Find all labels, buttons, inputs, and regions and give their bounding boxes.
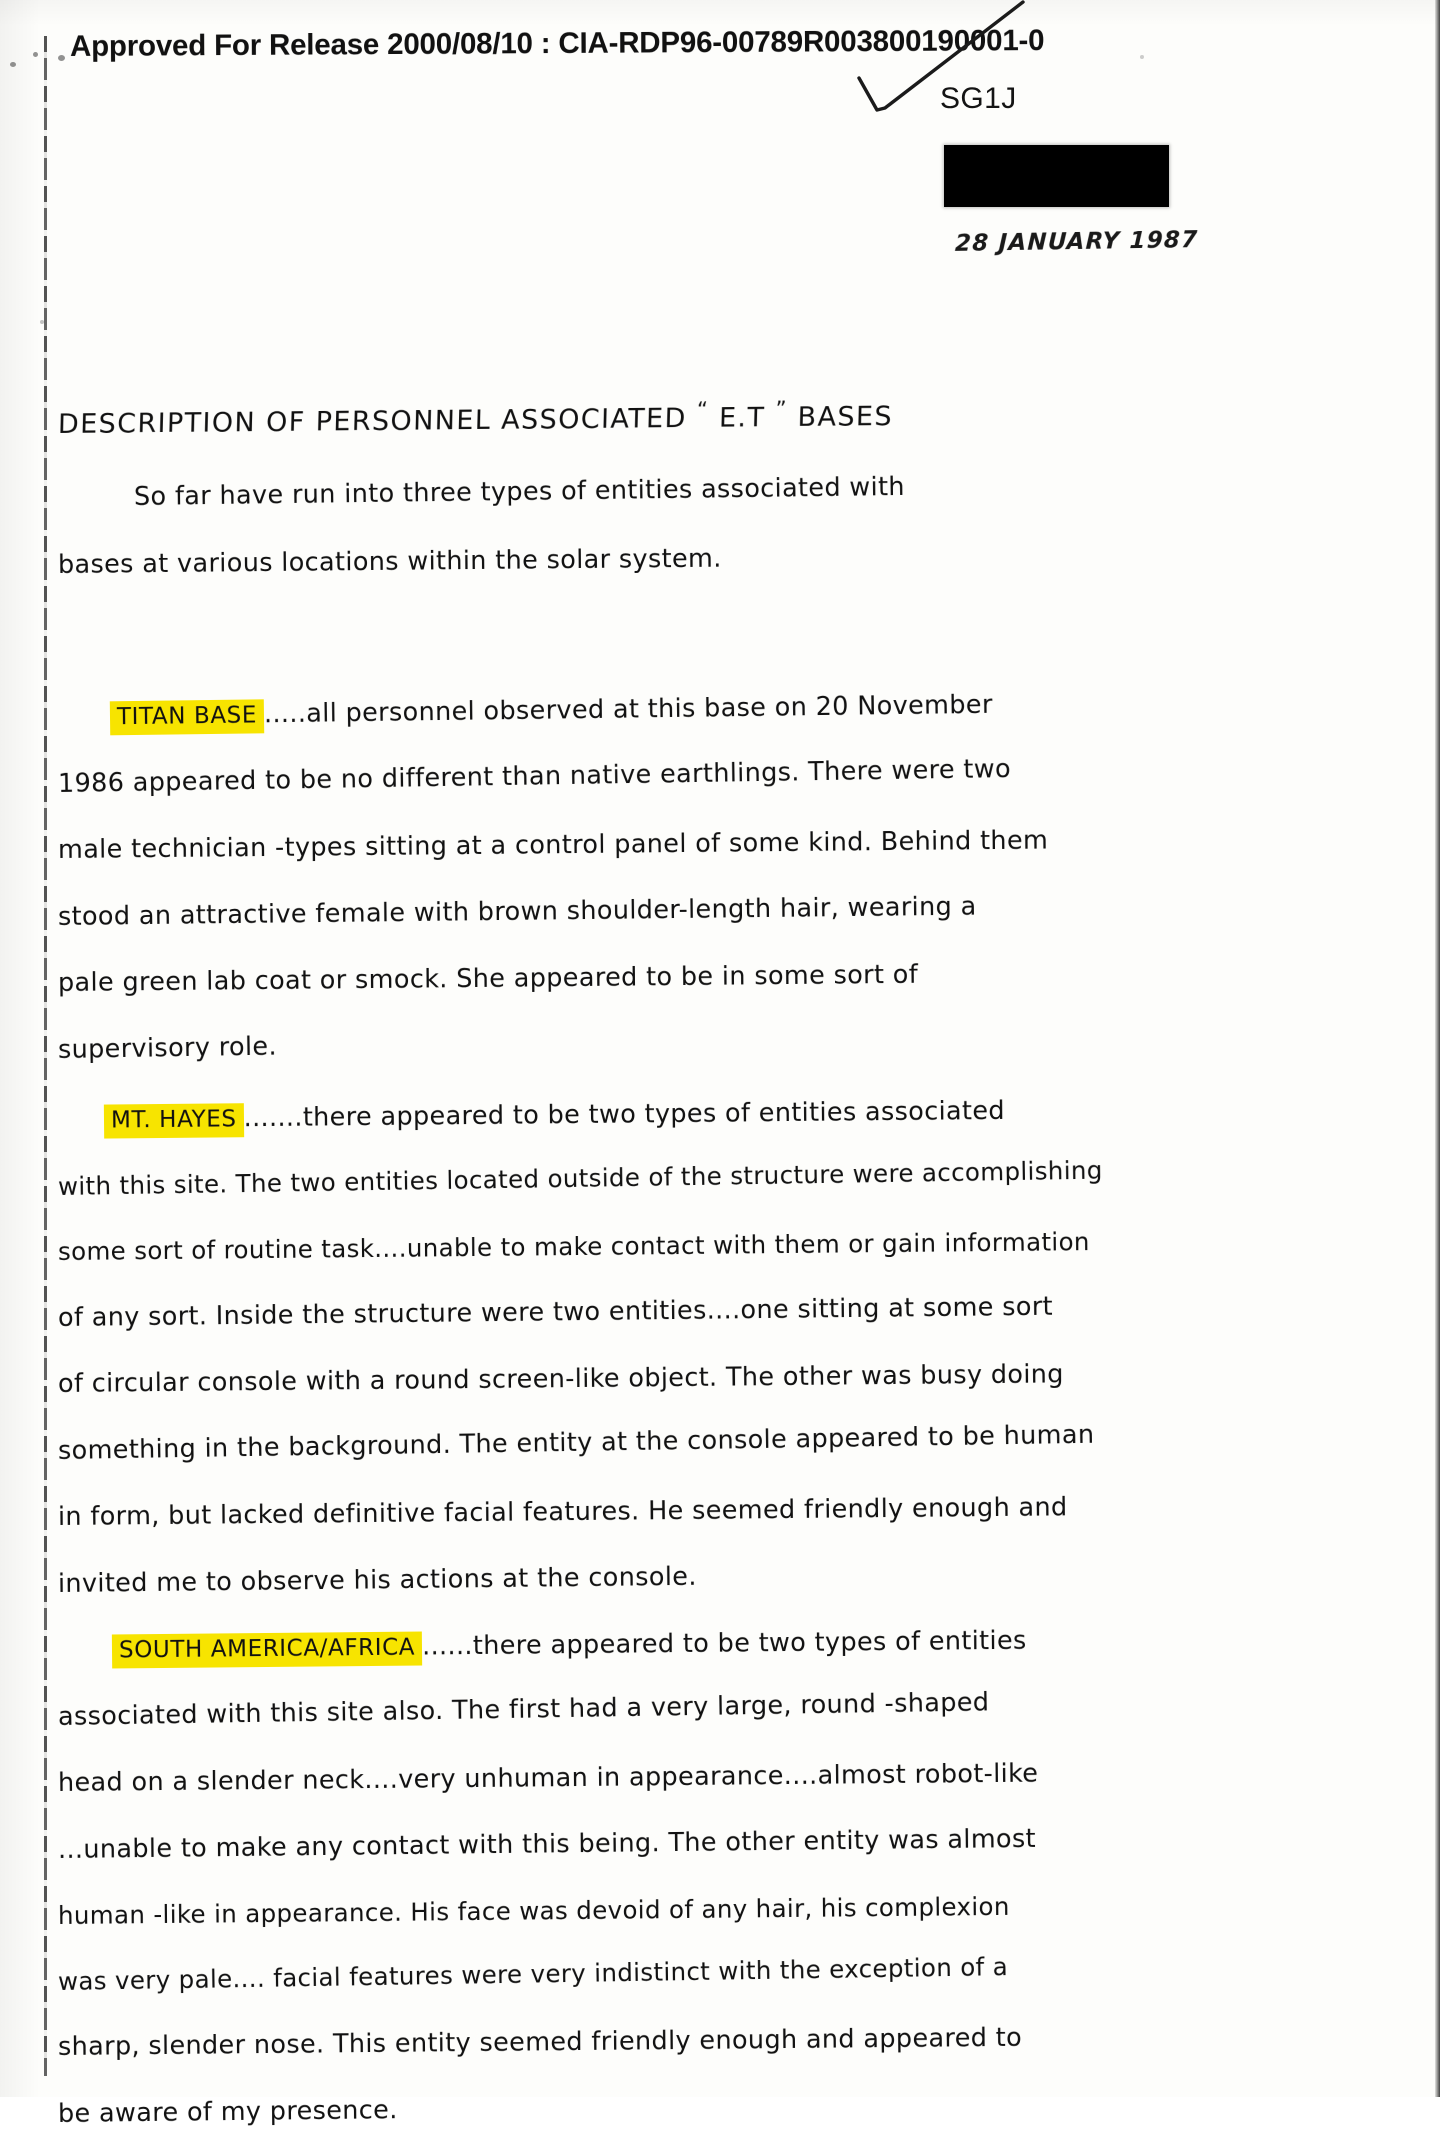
scan-speck — [40, 320, 44, 324]
intro-paragraph — [57, 471, 1388, 580]
scan-speck — [1140, 55, 1144, 59]
body-line: in form, but lacked definitive facial features. He seemed friendly enough and — [57, 1492, 1068, 1532]
sg-code-label: SG1J — [940, 82, 1017, 115]
body-line: was very pale.... facial features were very indistinct with the exception of a — [57, 1951, 1009, 1996]
body-line: sharp, slender nose. This entity seemed friendly enough and appeared to — [57, 2022, 1023, 2062]
scan-speck — [33, 52, 38, 57]
section-mt-hayes — [57, 1095, 1388, 1599]
body-line: something in the background. The entity at the console appeared to be human — [57, 1419, 1095, 1466]
body-line: be aware of my presence. — [57, 2094, 398, 2129]
body-line: head on a slender neck....very unhuman in appearance....almost robot-like — [57, 1758, 1039, 1798]
scan-left-edge-artifact — [44, 36, 47, 2076]
page-title-main: DESCRIPTION OF PERSONNEL ASSOCIATED — [57, 402, 688, 441]
body-line: male technician -types sitting at a control panel of some kind. Behind them — [57, 825, 1049, 865]
body-line: pale green lab coat or smock. She appeared to be in some sort of — [57, 959, 919, 998]
scan-speck — [10, 62, 16, 67]
redaction-block — [944, 145, 1169, 207]
highlight-titan-base: TITAN BASE — [110, 699, 264, 735]
intro-line: So far have run into three types of entities associated with — [133, 471, 906, 513]
body-line: ...unable to make any contact with this being. The other entity was almost — [57, 1823, 1037, 1865]
body-line: invited me to observe his actions at the console. — [57, 1561, 697, 1599]
page-title-bases: BASES — [797, 400, 894, 433]
body-line: 1986 appeared to be no different than native earthlings. There were two — [57, 753, 1012, 799]
page-title-quote-close: ” — [775, 396, 789, 422]
intro-line: bases at various locations within the solar system. — [57, 543, 722, 580]
body-line: of any sort. Inside the structure were two entities....one sitting at some sort — [57, 1291, 1054, 1333]
body-line: human -like in appearance. His face was devoid of any hair, his complexion — [57, 1891, 1010, 1930]
body-line: associated with this site also. The first had a very large, round -shaped — [57, 1686, 990, 1732]
page-title — [58, 396, 894, 440]
section-titan-base — [57, 689, 1388, 1065]
body-line: stood an attractive female with brown shoulder-length hair, wearing a — [57, 891, 977, 932]
highlight-south-america-africa: SOUTH AMERICA/AFRICA — [112, 1632, 422, 1669]
body-line: with this site. The two entities located outside of the structure were accomplishing — [57, 1155, 1103, 1201]
section-heading-line — [58, 688, 1388, 731]
body-line: supervisory role. — [57, 1031, 278, 1065]
section-heading-line — [58, 1625, 1388, 1663]
page-title-et: E.T — [718, 402, 766, 434]
page-title-quote-open: “ — [696, 397, 710, 422]
body-line: some sort of routine task....unable to make contact with them or gain information — [57, 1227, 1090, 1266]
highlight-mt-hayes: MT. HAYES — [104, 1103, 244, 1138]
release-stamp: Approved For Release 2000/08/10 : CIA-RDP96-00789R003800190001-0 — [69, 24, 1045, 63]
section-intro-text: .......there appeared to be two types of entities associated — [243, 1095, 1006, 1134]
section-south-america-africa — [57, 1625, 1388, 2129]
section-intro-text: .....all personnel observed at this base on 20 November — [263, 689, 993, 730]
section-intro-text: ......there appeared to be two types of entities — [421, 1625, 1027, 1662]
section-heading-line — [58, 1095, 1388, 1133]
scan-right-edge-artifact — [1435, 0, 1440, 2097]
scan-speck — [58, 55, 65, 61]
document-date: 28 JANUARY 1987 — [954, 227, 1199, 257]
body-line: of circular console with a round screen-like object. The other was busy doing — [57, 1359, 1064, 1399]
